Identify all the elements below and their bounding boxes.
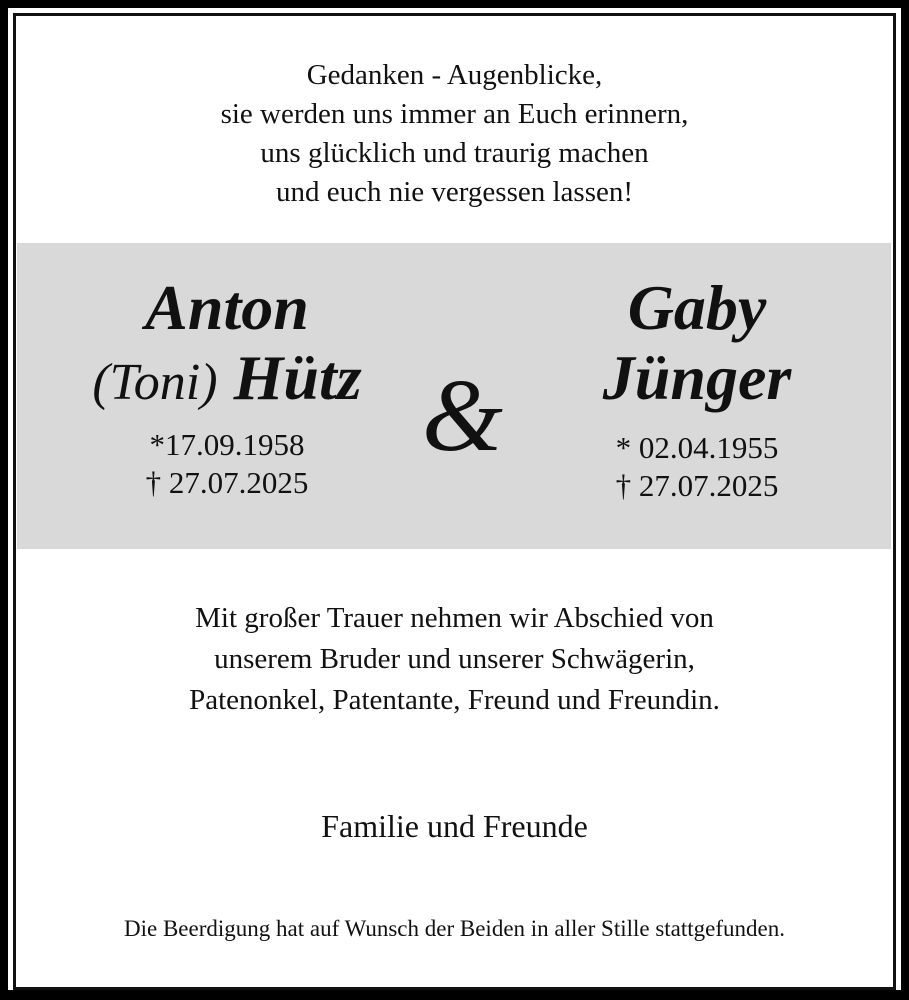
inner-frame [13, 13, 896, 990]
ampersand: & [422, 358, 503, 473]
outer-frame [8, 8, 901, 990]
mourning-line: Mit großer Trauer nehmen wir Abschied von [195, 602, 714, 634]
birth-date: * 02.04.1955 [615, 430, 779, 465]
signature: Familie und Freunde [321, 808, 588, 844]
first-name: Anton [145, 272, 309, 343]
last-name: Hütz [233, 342, 362, 413]
poem-line: Gedanken - Augenblicke, [306, 59, 603, 91]
names-band [17, 243, 891, 549]
death-date: † 27.07.2025 [145, 465, 309, 500]
nickname: (Toni) [92, 354, 218, 411]
birth-date: *17.09.1958 [149, 427, 305, 462]
death-date: † 27.07.2025 [615, 468, 779, 503]
deceased-anton [47, 273, 407, 502]
life-dates [537, 429, 857, 505]
poem-line: und euch nie vergessen lassen! [275, 176, 634, 208]
last-name: Jünger [602, 342, 792, 413]
deceased-gaby [537, 273, 857, 505]
poem-line: sie werden uns immer an Euch erinnern, [220, 98, 689, 130]
mourning-line: Patenonkel, Patentante, Freund und Freundin. [189, 684, 720, 716]
full-name-line [47, 343, 407, 418]
poem-line: uns glücklich und traurig machen [260, 137, 649, 169]
poem [16, 56, 893, 212]
mourning-line: unserem Bruder und unserer Schwägerin, [214, 643, 695, 675]
mourning-text [16, 598, 893, 721]
first-name: Gaby [627, 272, 767, 343]
life-dates [47, 426, 407, 502]
footer-note: Die Beerdigung hat auf Wunsch der Beiden in aller Stille stattgefunden. [124, 916, 785, 941]
obituary-notice [16, 16, 893, 987]
